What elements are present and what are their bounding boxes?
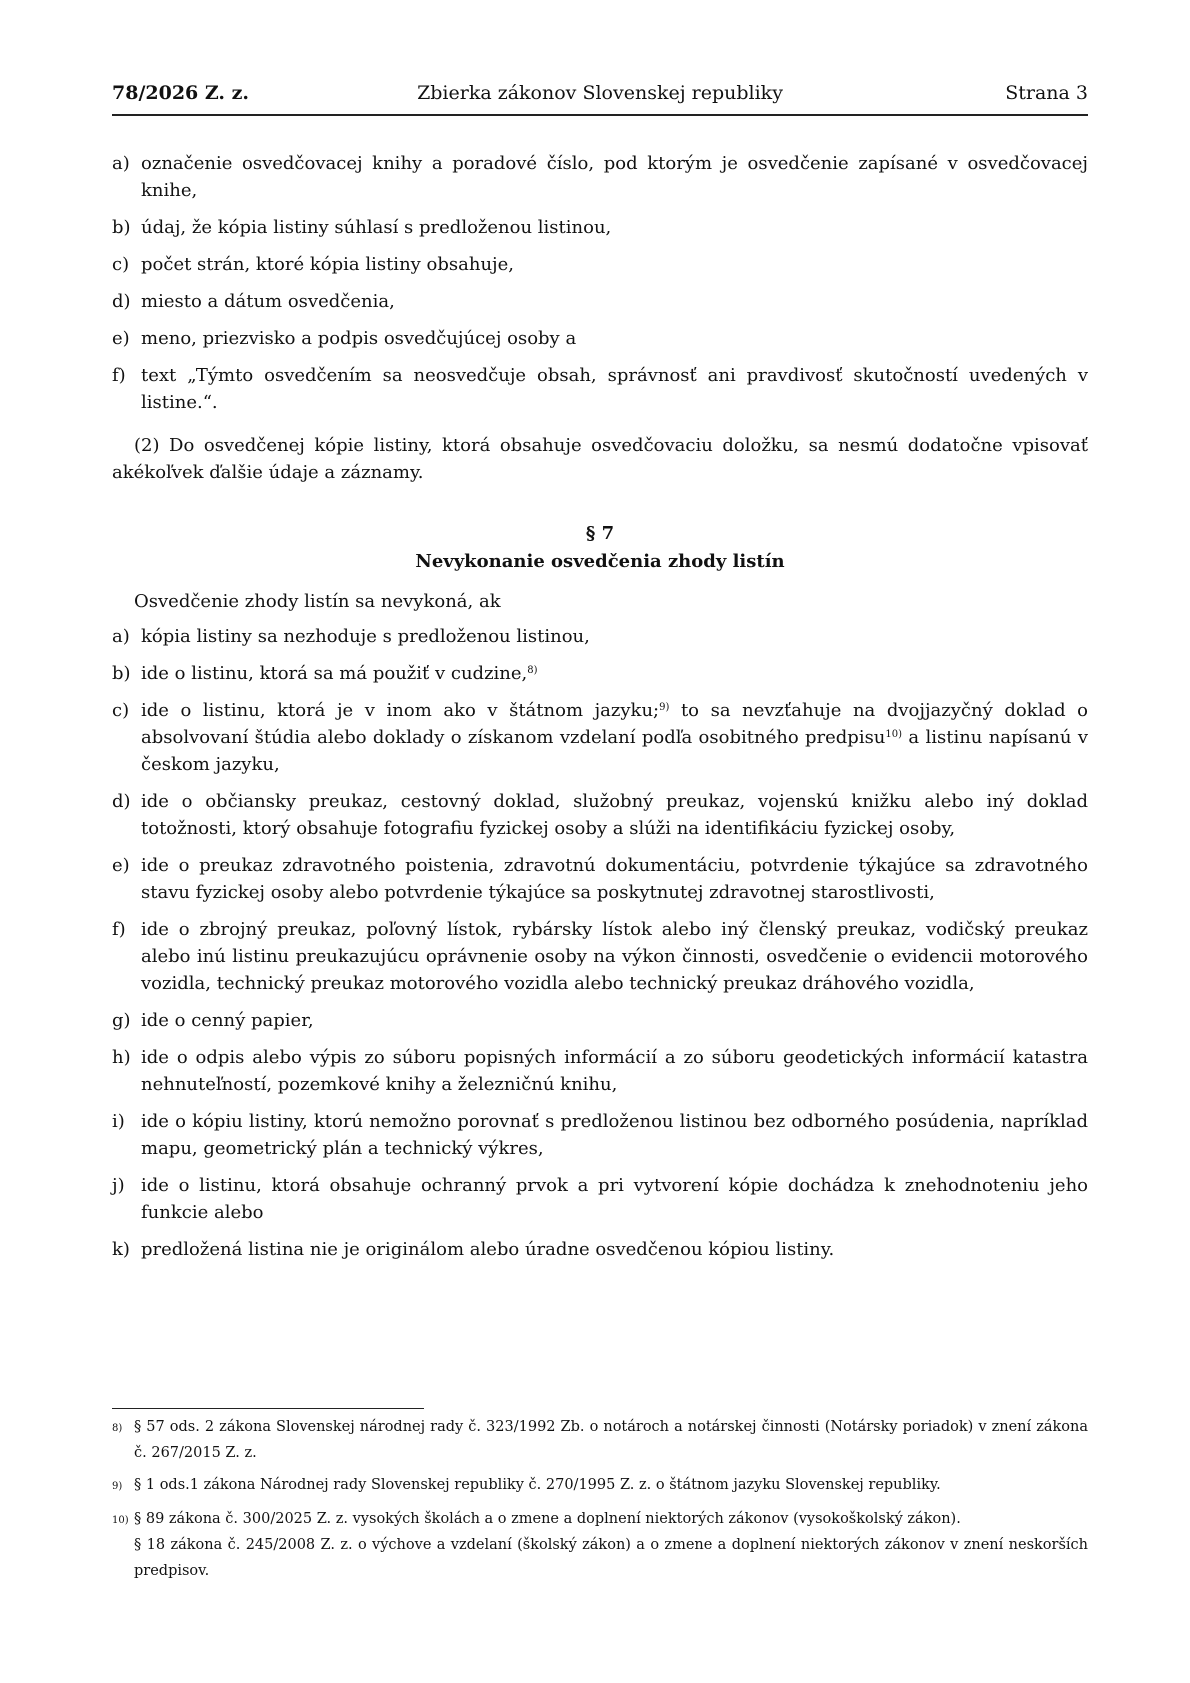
footnotes [112,1414,1088,1590]
item-label: f) [112,919,126,940]
item-text: predložená listina nie je originálom alebo úradne osvedčenou kópiou listiny. [141,1239,835,1260]
section-heading [112,520,1088,576]
item-text: ide o kópiu listiny, ktorú nemožno porovnať s predloženou listinou bez odborného posúdenia, napríklad mapu, geometrický plán a technický výkres, [141,1111,1088,1159]
item-text: údaj, že kópia listiny súhlasí s predloženou listinou, [141,217,612,238]
footnote-label: 8) [112,1423,123,1434]
item-text [141,660,1088,687]
item-text: kópia listiny sa nezhoduje s predloženou listinou, [141,626,590,647]
item-text: meno, priezvisko a podpis osvedčujúcej osoby a [141,328,577,349]
item-text: ide o cenný papier, [141,1010,314,1031]
item-text: ide o zbrojný preukaz, poľovný lístok, rybársky lístok alebo iný členský preukaz, vodičský preukaz alebo inú listinu preukazujúcu oprávnenie osoby na výkon činnosti, osvedčenie o evidencii motorového vozidla, technický preukaz motorového vozidla alebo technický preukaz dráhového vozidla, [141,919,1088,994]
footnote-text: § 57 ods. 2 zákona Slovenskej národnej rady č. 323/1992 Zb. o notároch a notárskej činnosti (Notársky poriadok) v znení zákona č. 267/2015 Z. z. [134,1419,1088,1461]
footnote-ref[interactable]: 9) [659,702,670,713]
footnote-text-part: § 18 zákona č. 245/2008 Z. z. o výchove a vzdelaní (školský zákon) a o zmene a doplnení niektorých zákonov v znení neskorších predpisov. [134,1537,1088,1579]
item-text: ide o preukaz zdravotného poistenia, zdravotnú dokumentáciu, potvrdenie týkajúce sa zdravotného stavu fyzickej osoby alebo potvrdenie týkajúce sa poskytnutej zdravotnej starostlivosti, [141,855,1088,903]
item-label: i) [112,1111,125,1132]
section-number: § 7 [585,523,615,544]
footnote-text [134,1506,1088,1584]
footnote-9 [112,1472,1088,1500]
footnote-label: 10) [112,1515,129,1526]
footnote-ref[interactable]: 8) [527,665,538,676]
item-text: počet strán, ktoré kópia listiny obsahuje, [141,254,515,275]
footnote-ref[interactable]: 10) [885,729,903,740]
list-item [112,1108,1088,1162]
footnote-label: 9) [112,1481,123,1492]
item-label: b) [112,217,131,238]
item-label: k) [112,1239,130,1260]
item-label: d) [112,291,131,312]
paragraph-2: (2) Do osvedčenej kópie listiny, ktorá obsahuje osvedčovaciu doložku, sa nesmú dodatočne vpisovať akékoľvek ďalšie údaje a záznamy. [112,435,1088,483]
list-item [112,251,1088,278]
item-label: j) [112,1175,125,1196]
item-label: d) [112,791,131,812]
list-item [112,325,1088,352]
gazette-number: 78/2026 Z. z. [112,82,250,104]
item-text: text „Týmto osvedčením sa neosvedčuje obsah, správnosť ani pravdivosť skutočností uvedených v listine.“. [141,365,1088,413]
item-label: a) [112,626,130,647]
list-item [112,660,1088,687]
list-item [112,697,1088,778]
list-item [112,916,1088,997]
list-item [112,1044,1088,1098]
list-item [112,150,1088,204]
item-label: c) [112,254,130,275]
document-body [112,150,1088,1273]
item-text [141,697,1088,778]
item-label: g) [112,1010,131,1031]
gazette-title: Zbierka zákonov Slovenskej republiky [417,82,783,104]
item-label: e) [112,328,130,349]
item-text: ide o odpis alebo výpis zo súboru popisných informácií a zo súboru geodetických informácií katastra nehnuteľností, pozemkové knihy a železničnú knihu, [141,1047,1088,1095]
item-text-part: a listinu napísanú v českom jazyku, [141,727,1088,775]
list-item [112,1236,1088,1263]
footnote-8 [112,1414,1088,1466]
list-item [112,1172,1088,1226]
item-label: h) [112,1047,131,1068]
item-text: miesto a dátum osvedčenia, [141,291,395,312]
item-text-part: ide o listinu, ktorá je v inom ako v štátnom jazyku; [141,700,660,721]
item-label: c) [112,700,130,721]
footnote-text-part: § 89 zákona č. 300/2025 Z. z. vysokých školách a o zmene a doplnení niektorých zákonov (vysokoškolský zákon). [134,1511,961,1527]
list-item [112,852,1088,906]
footnote-text: § 1 ods.1 zákona Národnej rady Slovenskej republiky č. 270/1995 Z. z. o štátnom jazyku Slovenskej republiky. [134,1477,941,1493]
list-item [112,214,1088,241]
item-text: ide o občiansky preukaz, cestovný doklad, služobný preukaz, vojenskú knižku alebo iný doklad totožnosti, ktorý obsahuje fotografiu fyzickej osoby a slúži na identifikáciu fyzickej osoby, [141,791,1088,839]
footnote-divider [112,1408,424,1409]
page-header [112,82,1088,116]
item-text: ide o listinu, ktorá obsahuje ochranný prvok a pri vytvorení kópie dochádza k znehodnoteniu jeho funkcie alebo [141,1175,1088,1223]
list-item [112,362,1088,416]
list-item [112,788,1088,842]
item-label: e) [112,855,130,876]
item-text-part: to sa nevzťahuje na dvojjazyčný doklad o absolvovaní štúdia alebo doklady o získanom vzdelaní podľa osobitného predpisu [141,700,1088,748]
section-7-list [112,623,1088,1263]
paragraph-1-list [112,150,1088,416]
item-label: b) [112,663,131,684]
section-title: Nevykonanie osvedčenia zhody listín [415,551,785,572]
item-text: označenie osvedčovacej knihy a poradové číslo, pod ktorým je osvedčenie zapísané v osvedčovacej knihe, [141,153,1088,201]
list-item [112,288,1088,315]
footnote-10 [112,1506,1088,1584]
item-text-part: ide o listinu, ktorá sa má použiť v cudzine, [141,663,528,684]
list-item [112,1007,1088,1034]
list-item [112,623,1088,650]
item-label: f) [112,365,126,386]
section-intro: Osvedčenie zhody listín sa nevykoná, ak [134,591,501,612]
page-number: Strana 3 [1005,82,1088,104]
item-label: a) [112,153,130,174]
